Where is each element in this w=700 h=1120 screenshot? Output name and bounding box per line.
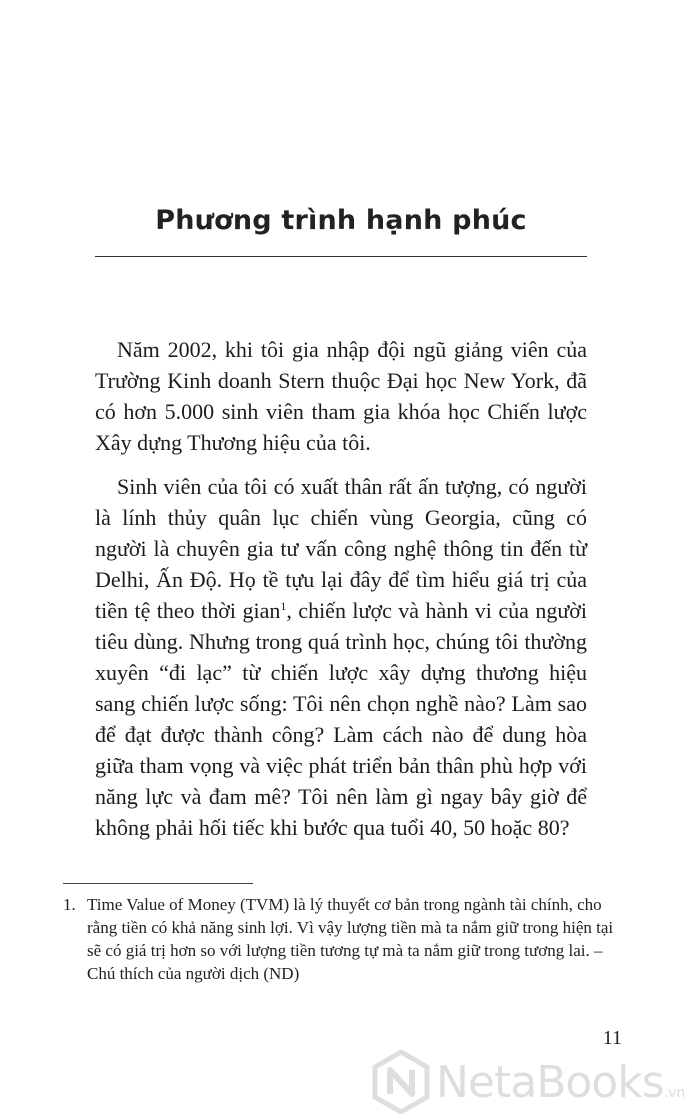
footnote-text: Time Value of Money (TVM) là lý thuyết cơ bản trong ngành tài chính, cho rằng tiền có khả năng sinh lợi. Vì vậy lượng tiền mà ta nắm giữ trong hiện tại sẽ có giá trị hơn so với lượng tiền tương tự mà ta nắm giữ trong tương lai. – Chú thích của người dịch (ND) [87, 895, 614, 983]
body-text [95, 334, 587, 856]
watermark-brand: NetaBooks [436, 1056, 664, 1108]
watermark-text [436, 1057, 685, 1108]
watermark-suffix: .vn [663, 1084, 686, 1101]
paragraph-2-text-b: , chiến lược và hành vi của người tiêu dùng. Nhưng trong quá trình học, chúng tôi thường xuyên “đi lạc” từ chiến lược xây dựng thương hiệu sang chiến lược sống: Tôi nên chọn nghề nào? Làm sao để đạt được thành công? Làm cách nào để dung hòa giữa tham vọng và việc phát triển bản thân phù hợp với năng lực và đam mê? Tôi nên làm gì ngay bây giờ để không phải hối tiếc khi bước qua tuổi 40, 50 hoặc 80? [95, 598, 588, 840]
footnote [63, 893, 623, 985]
footnote-reference[interactable]: 1 [280, 599, 287, 613]
paragraph-1 [95, 334, 587, 458]
watermark [372, 1046, 700, 1118]
title-divider [95, 256, 587, 257]
netabooks-logo-icon [372, 1050, 430, 1114]
paragraph-2-text-a: Sinh viên của tôi có xuất thân rất ấn tượng, có người là lính thủy quân lục chiến vùng Georgia, cũng có người là chuyên gia tư vấn công nghệ thông tin đến từ Delhi, Ấn Độ. Họ tề tựu lại đây để tìm hiểu giá trị của tiền tệ theo thời gian [95, 474, 587, 623]
paragraph-2 [95, 471, 587, 843]
paragraph-1-text: Năm 2002, khi tôi gia nhập đội ngũ giảng viên của Trường Kinh doanh Stern thuộc Đại học New York, đã có hơn 5.000 sinh viên tham gia khóa học Chiến lược Xây dựng Thương hiệu của tôi. [95, 337, 587, 455]
page-number: 11 [602, 1027, 622, 1049]
footnote-number: 1. [63, 895, 76, 914]
footnote-divider [63, 883, 253, 884]
chapter-title: Phương trình hạnh phúc [155, 205, 527, 236]
